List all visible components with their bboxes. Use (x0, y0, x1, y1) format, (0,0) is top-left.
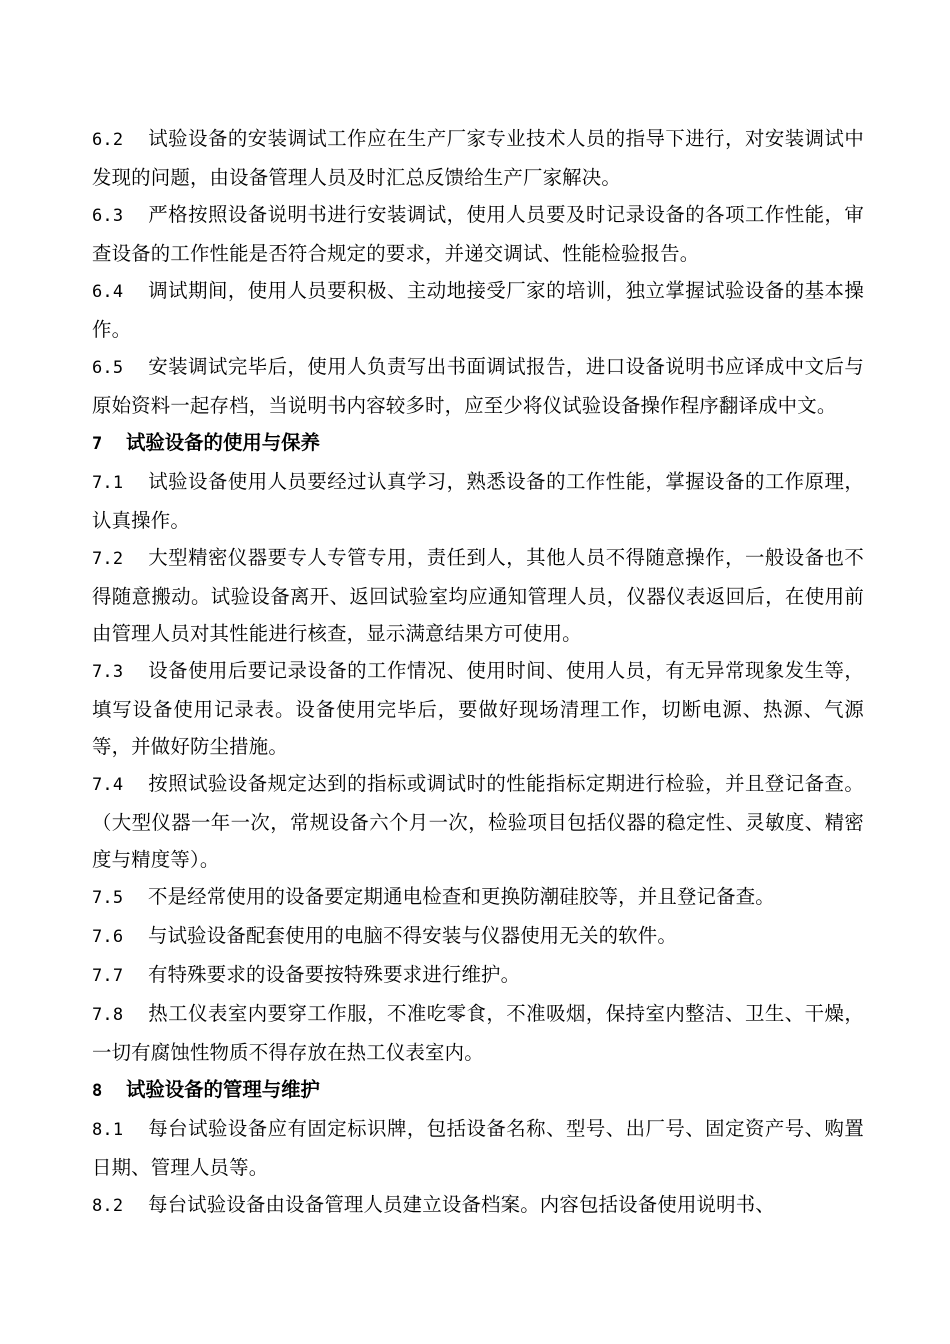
clause-7-3 (92, 652, 864, 765)
section-number: 8 (92, 1081, 103, 1101)
clause-6-4 (92, 272, 864, 348)
clause-7-1 (92, 463, 864, 539)
clause-text: 试验设备的安装调试工作应在生产厂家专业技术人员的指导下进行，对安装调试中发现的问题，由设备管理人员及时汇总反馈给生产厂家解决。 (92, 127, 864, 189)
clause-text: 安装调试完毕后，使用人负责写出书面调试报告，进口设备说明书应译成中文后与原始资料一起存档，当说明书内容较多时，应至少将仪试验设备操作程序翻译成中文。 (92, 355, 864, 417)
clause-number: 6.5 (92, 358, 124, 378)
section-heading-8 (92, 1071, 864, 1110)
clause-number: 7.7 (92, 966, 124, 986)
clause-6-3 (92, 196, 864, 272)
document-page (92, 120, 864, 1225)
clause-number: 8.2 (92, 1196, 124, 1216)
clause-text: 严格按照设备说明书进行安装调试，使用人员要及时记录设备的各项工作性能，审查设备的工作性能是否符合规定的要求，并递交调试、性能检验报告。 (92, 203, 864, 265)
clause-7-7 (92, 956, 864, 995)
clause-number: 7.4 (92, 775, 124, 795)
clause-number: 7.3 (92, 662, 124, 682)
section-title: 试验设备的管理与维护 (126, 1078, 320, 1101)
clause-text: 每台试验设备应有固定标识牌，包括设备名称、型号、出厂号、固定资产号、购置日期、管理人员等。 (92, 1117, 864, 1179)
clause-6-5 (92, 348, 864, 424)
clause-text: 按照试验设备规定达到的指标或调试时的性能指标定期进行检验，并且登记备查。（大型仪器一年一次，常规设备六个月一次，检验项目包括仪器的稳定性、灵敏度、精密度与精度等）。 (92, 772, 864, 871)
clause-number: 8.1 (92, 1120, 124, 1140)
section-title: 试验设备的使用与保养 (126, 431, 320, 454)
clause-number: 7.5 (92, 888, 124, 908)
clause-text: 大型精密仪器要专人专管专用，责任到人，其他人员不得随意操作，一般设备也不得随意搬动。试验设备离开、返回试验室均应通知管理人员，仪器仪表返回后，在使用前由管理人员对其性能进行核查，显示满意结果方可使用。 (92, 546, 864, 645)
clause-number: 7.2 (92, 549, 124, 569)
clause-7-2 (92, 539, 864, 652)
clause-7-6 (92, 917, 864, 956)
section-heading-7 (92, 424, 864, 463)
clause-6-2 (92, 120, 864, 196)
clause-text: 试验设备使用人员要经过认真学习，熟悉设备的工作性能，掌握设备的工作原理，认真操作。 (92, 470, 864, 532)
clause-text: 不是经常使用的设备要定期通电检查和更换防潮硅胶等，并且登记备查。 (148, 885, 775, 908)
clause-text: 与试验设备配套使用的电脑不得安装与仪器使用无关的软件。 (148, 924, 677, 947)
clause-number: 6.4 (92, 282, 124, 302)
clause-8-2 (92, 1186, 864, 1225)
clause-7-4 (92, 765, 864, 878)
clause-number: 7.8 (92, 1005, 124, 1025)
clause-text: 热工仪表室内要穿工作服，不准吃零食，不准吸烟，保持室内整洁、卫生、干燥，一切有腐蚀性物质不得存放在热工仪表室内。 (92, 1002, 864, 1064)
clause-number: 7.1 (92, 473, 124, 493)
clause-text: 调试期间，使用人员要积极、主动地接受厂家的培训，独立掌握试验设备的基本操作。 (92, 279, 864, 341)
clause-number: 6.2 (92, 130, 124, 150)
section-number: 7 (92, 434, 103, 454)
clause-number: 6.3 (92, 206, 124, 226)
clause-text: 设备使用后要记录设备的工作情况、使用时间、使用人员，有无异常现象发生等，填写设备使用记录表。设备使用完毕后，要做好现场清理工作，切断电源、热源、气源等，并做好防尘措施。 (92, 659, 864, 758)
clause-8-1 (92, 1110, 864, 1186)
clause-7-8 (92, 995, 864, 1071)
clause-7-5 (92, 878, 864, 917)
clause-text: 有特殊要求的设备要按特殊要求进行维护。 (148, 963, 521, 986)
clause-text: 每台试验设备由设备管理人员建立设备档案。内容包括设备使用说明书、 (148, 1193, 775, 1216)
clause-number: 7.6 (92, 927, 124, 947)
